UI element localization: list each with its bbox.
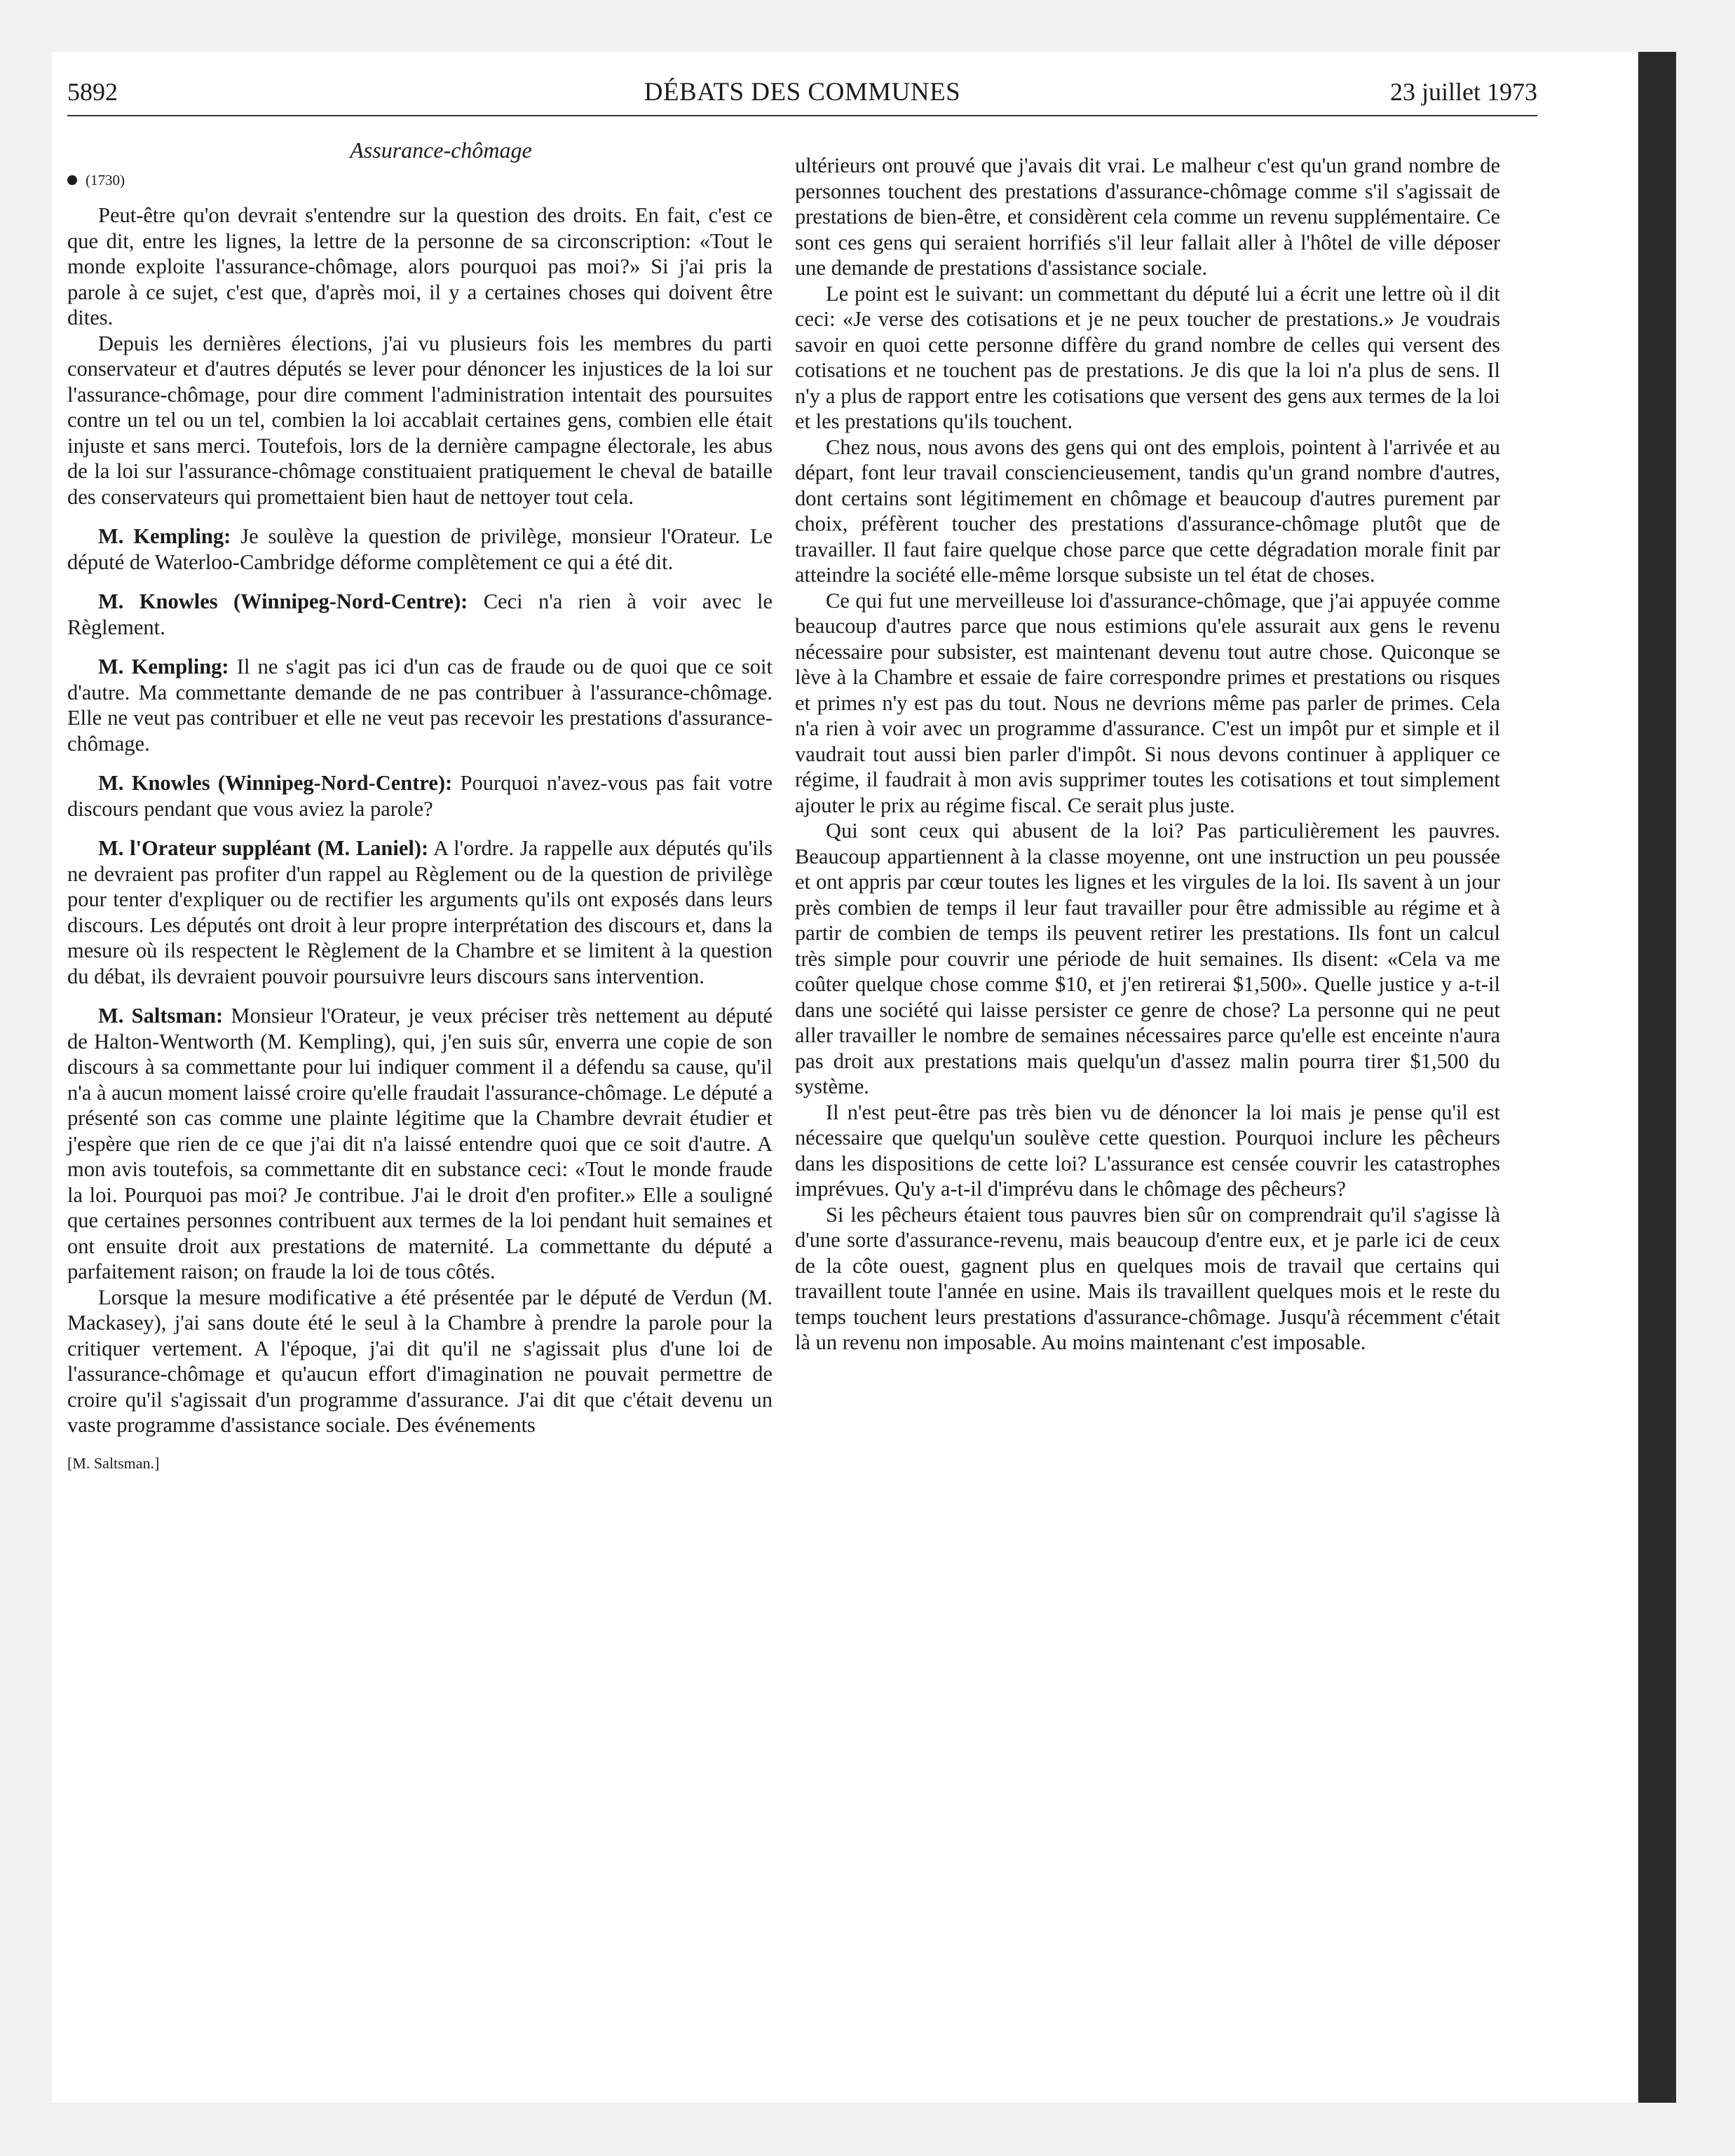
speaker-name: M. Kempling: (98, 655, 229, 678)
scan-edge-bar (1638, 52, 1676, 2103)
paragraph-text: Il ne s'agit pas ici d'un cas de fraude ou de quoi que ce soit d'autre. Ma commettante demande de ne pas contribuer à l'assurance-chômage. Elle ne veut pas contribuer et elle ne veut pas recevoir les prestations d'assurance-chômage. (67, 655, 773, 756)
speech-paragraph (67, 835, 773, 989)
page-header (67, 77, 1537, 112)
text-paragraph (795, 281, 1500, 435)
paragraph-text: ultérieurs ont prouvé que j'avais dit vrai. Le malheur c'est qu'un grand nombre de personnes touchent des prestations d'assurance-chômage comme s'il s'agissait de prestations de bien-être, et considèrent cela comme un revenu supplémentaire. Ce sont ces gens qui seraient horrifiés s'il leur fallait aller à l'hôtel de ville déposer une demande de prestations d'assistance sociale. (795, 153, 1500, 280)
text-paragraph (795, 435, 1500, 588)
paragraph-text: Il n'est peut-être pas très bien vu de dénoncer la loi mais je pense qu'il est nécessaire que quelqu'un soulève cette question. Pourquoi inclure les pêcheurs dans les dispositions de cette loi? L'assurance est censée couvrir les catastrophes imprévues. Qu'y a-t-il d'imprévu dans le chômage des pêcheurs? (795, 1100, 1500, 1201)
text-paragraph (67, 203, 773, 331)
paragraph-text: Monsieur l'Orateur, je veux préciser très nettement au député de Halton-Wentworth (M. Kempling), qui, j'en suis sûr, enverra une copie de son discours à sa commettante pour lui indiquer comment il a défendu sa cause, qu'il n'a à aucun moment laissé croire qu'elle fraudait l'assurance-chômage. Le député a présenté son cas comme une plainte légitime que la Chambre devrait étudier et j'espère que rien de ce que j'ai dit n'a laissé entendre quoi que ce soit d'autre. A mon avis toutefois, sa commettante dit en substance ceci: «Tout le monde fraude la loi. Pourquoi pas moi? Je contribue. J'ai le droit d'en profiter.» Elle a souligné que certaines personnes contribuent aux termes de la loi pendant huit semaines et ont ensuite droit aux prestations de maternité. La commettante du député a parfaitement raison; on fraude la loi de tous côtés. (67, 1004, 773, 1283)
page-date: 23 juillet 1973 (1390, 78, 1537, 106)
header-rule (67, 115, 1537, 116)
speech-paragraph (67, 654, 773, 756)
speech-paragraph (67, 589, 773, 640)
section-title: Assurance-chômage (350, 137, 532, 163)
speaker-name: M. l'Orateur suppléant (M. Laniel): (98, 836, 429, 860)
paragraph-text: Peut-être qu'on devrait s'entendre sur la question des droits. En fait, c'est ce que dit, entre les lignes, la lettre de la personne de sa circonscription: «Tout le monde exploite l'assurance-chômage, alors pourquoi pas moi?» Si j'ai pris la parole à ce sujet, c'est que, d'après moi, il y a certaines choses qui doivent être dites. (67, 203, 773, 329)
speaker-name: M. Saltsman: (98, 1004, 224, 1028)
left-column (67, 137, 773, 1476)
speaker-footer-tag: [M. Saltsman.] (67, 1454, 160, 1472)
speaker-name: M. Kempling: (98, 524, 231, 548)
text-paragraph (795, 1100, 1500, 1202)
right-paragraphs (795, 153, 1500, 1356)
speech-paragraph (67, 1003, 773, 1285)
paragraph-text: A l'ordre. Ja rappelle aux députés qu'ils ne devraient pas profiter d'un rappel au Règlement ou de la question de privilège pour tenter d'expliquer ou de rectifier les arguments qu'ils ont exposés dans leurs discours. Les députés ont droit à leur propre interprétation des discours et, dans la mesure où ils respectent le Règlement de la Chambre et se limitent à la question du débat, ils devraient pouvoir poursuivre leurs discours sans intervention. (67, 836, 773, 988)
speech-paragraph (67, 524, 773, 575)
text-paragraph (795, 818, 1500, 1100)
paragraph-text: Ceci n'a rien à voir avec le Règlement. (67, 589, 773, 639)
paragraph-text: Depuis les dernières élections, j'ai vu plusieurs fois les membres du parti conservateur et d'autres députés se lever pour dénoncer les injustices de la loi sur l'assurance-chômage, pour dire comment l'administration intentait des poursuites contre un tel ou un tel, combien la loi accablait certaines gens, combien elle était injuste et sans merci. Toutefois, lors de la dernière campagne électorale, les abus de la loi sur l'assurance-chômage constituaient pratiquement le cheval de bataille des conservateurs qui promettaient bien haut de nettoyer tout cela. (67, 331, 773, 509)
paragraph-text: Lorsque la mesure modificative a été présentée par le député de Verdun (M. Mackasey), j'ai sans doute été le seul à la Chambre à prendre la parole pour la critiquer vertement. A l'époque, j'ai dit qu'il ne s'agissait plus d'une loi de l'assurance-chômage et qu'aucun effort d'imagination ne pouvait permettre de croire qu'il s'agissait d'un programme d'assurance. J'ai dit que c'était devenu un vaste programme d'assistance sociale. Des événements (67, 1285, 773, 1437)
timestamp-text: (1730) (86, 171, 125, 189)
text-paragraph (67, 331, 773, 510)
speech-paragraph (67, 770, 773, 821)
speaker-name: M. Knowles (Winnipeg-Nord-Centre): (98, 771, 453, 795)
timestamp-marker (67, 168, 773, 193)
text-paragraph (795, 153, 1500, 281)
bullet-icon (67, 175, 77, 185)
right-column (795, 153, 1500, 1356)
page-number: 5892 (67, 78, 118, 106)
paragraph-text: Qui sont ceux qui abusent de la loi? Pas particulièrement les pauvres. Beaucoup appartiennent à la classe moyenne, ont une instruction un peu poussée et ont appris par cœur toutes les lignes et les virgules de la loi. Ils savent à un jour près combien de temps il leur faut travailler pour être admissible au régime et à partir de combien de temps ils peuvent retirer les prestations. Ils font un calcul très simple pour couvrir une période de huit semaines. Ils disent: «Cela va me coûter quelque chose comme $10, et j'en retirerai $1,500». Quelle justice y a-t-il dans une société qui laisse persister ce genre de chose? La personne qui ne peut aller travailler le nombre de semaines nécessaires parce qu'elle est enceinte n'aura pas droit aux prestations mais quelqu'un d'assez malin pourra tirer $1,500 du système. (795, 819, 1500, 1098)
paragraph-text: Si les pêcheurs étaient tous pauvres bien sûr on comprendrait qu'il s'agisse là d'une sorte d'assurance-revenu, mais beaucoup d'entre eux, et je parle ici de ceux de la côte ouest, gagnent plus en quelques mois de travail que certains qui travaillent toute l'année en usine. Mais ils travaillent quelques mois et le reste du temps touchent leurs prestations d'assurance-chômage. Jusqu'à récemment c'était là un revenu non imposable. Au moins maintenant c'est imposable. (795, 1202, 1500, 1354)
text-paragraph (67, 1285, 773, 1438)
paragraph-text: Je soulève la question de privilège, monsieur l'Orateur. Le député de Waterloo-Cambridge déforme complètement ce qui a été dit. (67, 524, 773, 574)
paragraph-text: Ce qui fut une merveilleuse loi d'assurance-chômage, que j'ai appuyée comme beaucoup d'autres parce que nous estimions qu'ele assurait aux gens le revenu nécessaire pour subsister, est maintenant devenu tout autre chose. Quiconque se lève à la Chambre et essaie de faire correspondre primes et prestations ou risques et primes n'y est pas du tout. Nous ne devrions même pas parler de primes. Cela n'a rien à voir avec un programme d'assurance. C'est un impôt pur et simple et il vaudrait tout aussi bien parler d'impôt. Si nous devons continuer à appliquer ce régime, il faudrait à mon avis supprimer toutes les cotisations et tout simplement ajouter le prix au régime fiscal. Ce serait plus juste. (795, 588, 1500, 817)
paragraph-text: Chez nous, nous avons des gens qui ont des emplois, pointent à l'arrivée et au départ, font leur travail consciencieusement, tandis qu'un grand nombre d'autres, dont certains sont légitimement en chômage et beaucoup d'autres purement par choix, préfèrent toucher des prestations d'assurance-chômage plutôt que de travailler. Il faut faire quelque chose parce que cette dégradation morale finit par atteindre la société elle-même lorsque subsiste un tel état de choses. (795, 435, 1500, 587)
paragraph-text: Pourquoi n'avez-vous pas fait votre discours pendant que vous aviez la parole? (67, 771, 773, 821)
left-paragraphs (67, 203, 773, 1438)
text-paragraph (795, 588, 1500, 819)
speaker-name: M. Knowles (Winnipeg-Nord-Centre): (98, 589, 468, 613)
text-paragraph (795, 1202, 1500, 1356)
paragraph-text: Le point est le suivant: un commettant du député lui a écrit une lettre où il dit ceci: «Je verse des cotisations et je ne peux toucher de prestations.» Je voudrais savoir en quoi cette personne diffère du grand nombre de celles qui versent des cotisations et ne touchent pas de prestations. Je dis que la loi n'a plus de sens. Il n'y a plus de rapport entre les cotisations que versent des gens aux termes de la loi et les prestations qu'ils touchent. (795, 281, 1500, 433)
publication-title: DÉBATS DES COMMUNES (644, 78, 961, 107)
